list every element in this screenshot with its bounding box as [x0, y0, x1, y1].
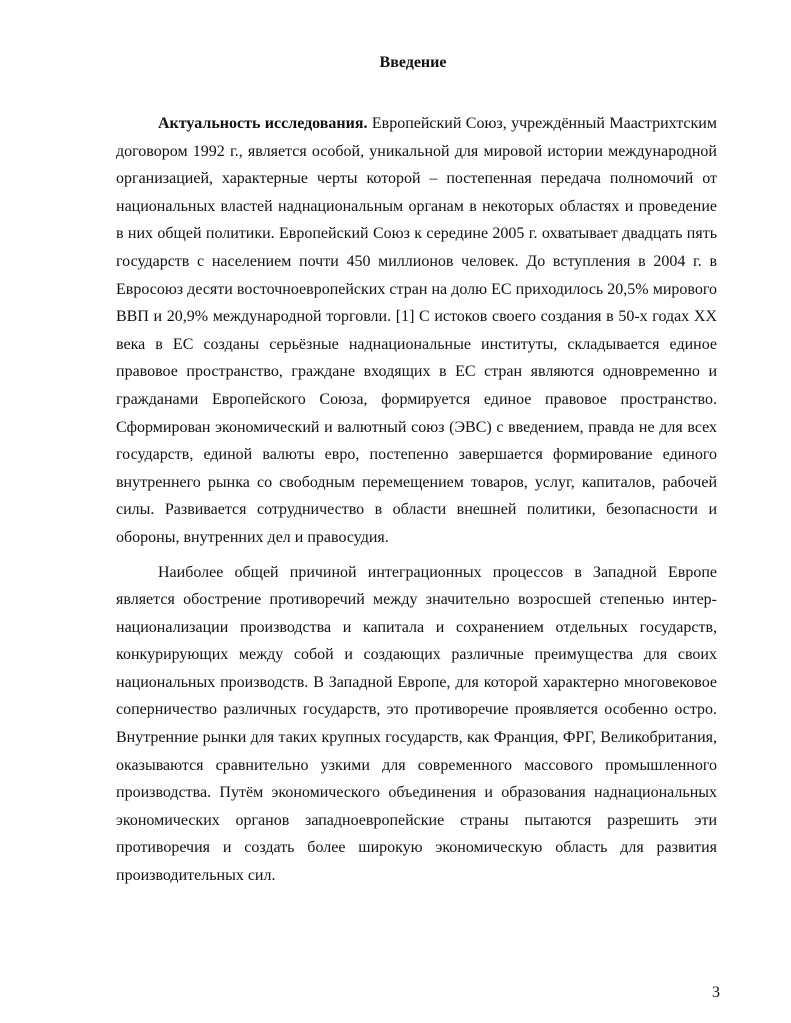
paragraph-text: Наиболее общей причиной интеграционных процессов в Западной Европе является обострение противоречий между значительно возросшей степенью интернационализации производства и капитала и сохранением отдельных государств, конкурирующих между собой и создающих различные преимущества для своих национальных производств. В Западной Европе, для которой характерно многовековое соперничество различных государств, это противоречие проявляется особенно остро. Внутренние рынки для таких крупных государств, как Франция, ФРГ, Великобритания, оказываются сравнительно узкими для современного массового промышленного производства. Путём экономического объединения и образования наднациональных экономических органов западноевропейские страны пытаются разрешить эти противоречия и создать более широкую экономическую область для развития производительных сил.: [116, 563, 717, 885]
page-number: 3: [712, 984, 720, 1001]
paragraph-lead: Актуальность исследования.: [158, 115, 368, 132]
document-body: [116, 110, 717, 890]
paragraph-integration-causes: [116, 559, 717, 890]
paragraph-relevance: [116, 110, 717, 552]
paragraph-text: Европейский Союз, учреждённый Маастрихтским договором 1992 г., является особой, уникальной для мировой истории международной организацией, характерные черты которой – постепенная передача полномочий от национальных властей наднациональным органам в некоторых областях и проведение в них общей политики. Европейский Союз к середине 2005 г. охватывает двадцать пять государств с населением почти 450 миллионов человек. До вступления в 2004 г. в Евросоюз десяти восточноевропейских стран на долю ЕС приходилось 20,5% мирового ВВП и 20,9% международной торговли. [1] С истоков своего создания в 50-х годах XX века в ЕС созданы серьёзные наднациональные институты, складывается единое правовое пространство, граждане входящих в ЕС стран являются одновременно и гражданами Европейского Союза, формируется единое правовое пространство. Сформирован экономический и валютный союз (ЭВС) с введением, правда не для всех государств, единой валюты евро, постепенно завершается формирование единого внутреннего рынка со свободным перемещением товаров, услуг, капиталов, рабочей силы. Развивается сотрудничество в области внешней политики, безопасности и обороны, внутренних дел и правосудия.: [116, 115, 717, 546]
page-title: Введение: [379, 54, 447, 71]
